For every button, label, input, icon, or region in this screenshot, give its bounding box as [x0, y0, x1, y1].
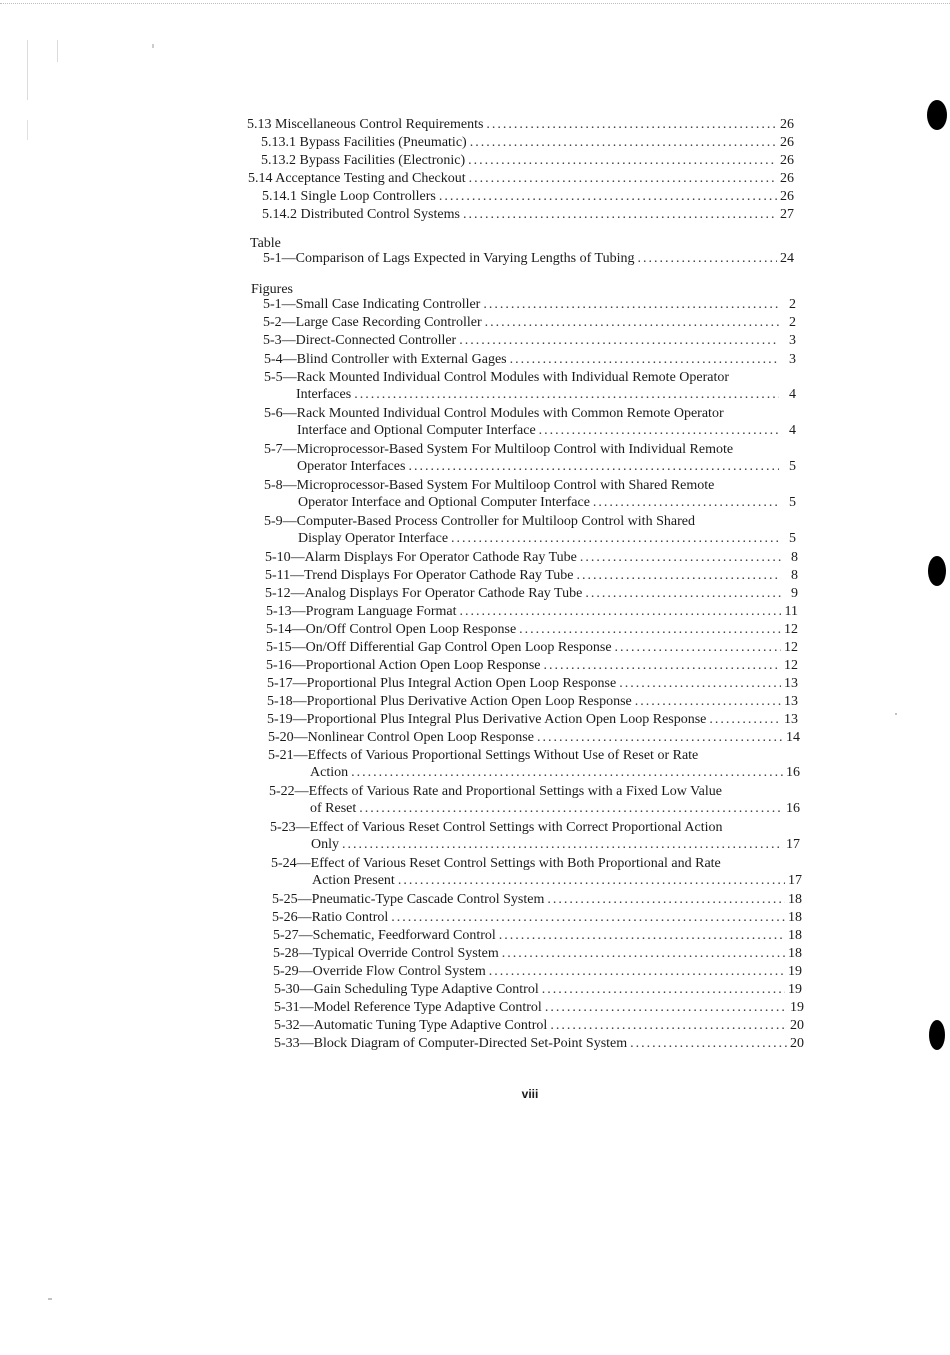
toc-figure-entry-continued-page: 4: [789, 423, 796, 438]
scan-top-edge: [0, 3, 950, 5]
toc-figure-entry-continued-label: Operator Interface and Optional Computer Interface: [298, 495, 590, 510]
dot-leader: [635, 693, 781, 711]
toc-figure-entry-page: 8: [791, 550, 798, 565]
dot-leader: [359, 800, 783, 818]
toc-figure-entry-label: 5-33—Block Diagram of Computer-Directed Set-Point System: [274, 1036, 628, 1051]
toc-figure-entry-label: 5-19—Proportional Plus Integral Plus Derivative Action Open Loop Response: [267, 712, 707, 727]
dot-leader: [354, 386, 779, 404]
toc-figure-entry-continued: [298, 530, 796, 548]
dot-leader: [510, 351, 779, 369]
toc-figure-entry-label: 5-10—Alarm Displays For Operator Cathode Ray Tube: [265, 550, 577, 565]
toc-figure-entry-page: 13: [784, 712, 798, 727]
toc-figure-entry: [266, 639, 798, 657]
toc-section-entry: [261, 152, 794, 170]
toc-figure-entry: 5-22—Effects of Various Rate and Proportional Settings with a Fixed Low Value: [269, 784, 722, 799]
dot-leader: [408, 458, 779, 476]
binder-hole-icon: [928, 556, 946, 586]
dot-leader: [485, 314, 779, 332]
dot-leader: [470, 134, 777, 152]
scan-artifact: [57, 40, 58, 62]
dot-leader: [544, 657, 781, 675]
toc-figure-entry-page: 9: [791, 586, 798, 601]
toc-figure-entry: [274, 981, 802, 999]
toc-section-entry-label: 5.13.2 Bypass Facilities (Electronic): [261, 153, 466, 168]
toc-figure-entry-label: 5-1—Small Case Indicating Controller: [263, 297, 481, 312]
scan-artifact: [152, 44, 154, 48]
toc-figure-entry-continued-page: 16: [786, 765, 800, 780]
toc-figure-entry-page: 13: [784, 676, 798, 691]
toc-section-entry-page: 26: [780, 153, 794, 168]
toc-figure-entry-continued: [312, 872, 802, 890]
toc-figure-entry-label: 5-17—Proportional Plus Integral Action Open Loop Response: [267, 676, 617, 691]
toc-figure-entry: [264, 351, 796, 369]
toc-figure-entry-label: 5-28—Typical Override Control System: [273, 946, 499, 961]
toc-section-entry-page: 27: [780, 207, 794, 222]
toc-figure-entry: [265, 549, 798, 567]
dot-leader: [619, 675, 781, 693]
toc-section-entry: [261, 134, 794, 152]
toc-section-entry-page: 26: [780, 171, 794, 186]
dot-leader: [499, 927, 785, 945]
toc-figure-entry: 5-21—Effects of Various Proportional Settings Without Use of Reset or Rate: [268, 748, 699, 763]
toc-figure-entry-page: 12: [784, 658, 798, 673]
toc-figure-entry-continued-page: 5: [789, 531, 796, 546]
toc-section-entry: [262, 206, 794, 224]
toc-figure-entry: 5-24—Effect of Various Reset Control Settings with Both Proportional and Rate: [271, 856, 721, 871]
toc-section-entry-label: 5.14.2 Distributed Control Systems: [262, 207, 460, 222]
toc-figure-entry-continued-label: Interfaces: [296, 387, 352, 402]
toc-figure-entry-label: 5-31—Model Reference Type Adaptive Control: [274, 1000, 542, 1015]
toc-section-entry-page: 26: [780, 117, 794, 132]
dot-leader: [451, 530, 779, 548]
toc-section-entry-label: 5.13 Miscellaneous Control Requirements: [247, 117, 484, 132]
dot-leader: [519, 621, 781, 639]
toc-section-entry-label: 5.14.1 Single Loop Controllers: [262, 189, 436, 204]
toc-section-entry: [262, 188, 794, 206]
toc-section-entry: [247, 116, 794, 134]
toc-figure-entry: [266, 621, 798, 639]
dot-leader: [638, 250, 778, 268]
dot-leader: [593, 494, 779, 512]
toc-figure-entry-continued-label: Operator Interfaces: [297, 459, 406, 474]
dot-leader: [709, 711, 781, 729]
dot-leader: [391, 909, 785, 927]
toc-figure-entry-page: 12: [784, 640, 798, 655]
toc-figure-entry-label: 5-12—Analog Displays For Operator Cathode Ray Tube: [265, 586, 583, 601]
toc-figure-entry-page: 13: [784, 694, 798, 709]
toc-figure-entry-page: 20: [790, 1018, 804, 1033]
toc-figure-entry-continued: [297, 422, 796, 440]
toc-figure-entry-continued-label: Only: [311, 837, 339, 852]
toc-figure-entry: [274, 999, 804, 1017]
toc-figure-entry-label: 5-26—Ratio Control: [272, 910, 389, 925]
dot-leader: [545, 999, 787, 1017]
toc-figure-entry-page: 8: [791, 568, 798, 583]
toc-figure-entry-page: 12: [784, 622, 798, 637]
toc-figure-entry: 5-6—Rack Mounted Individual Control Modules with Common Remote Operator: [264, 406, 724, 421]
toc-figure-entry: [265, 567, 798, 585]
figures-heading: Figures: [251, 282, 293, 297]
toc-figure-entry-label: 5-11—Trend Displays For Operator Cathode Ray Tube: [265, 568, 574, 583]
dot-leader: [486, 116, 777, 134]
scan-artifact: [27, 40, 28, 100]
toc-figure-entry-continued-page: 17: [786, 837, 800, 852]
binder-hole-icon: [927, 100, 947, 130]
toc-figure-entry-label: 5-16—Proportional Action Open Loop Response: [266, 658, 541, 673]
toc-figure-entry-continued: [296, 386, 796, 404]
toc-figure-entry: [263, 332, 796, 350]
toc-figure-entry: 5-5—Rack Mounted Individual Control Modules with Individual Remote Operator: [264, 370, 730, 385]
toc-figure-entry-continued-page: 16: [786, 801, 800, 816]
toc-figure-entry: [273, 927, 802, 945]
toc-figure-entry: 5-9—Computer-Based Process Controller for Multiloop Control with Shared: [264, 514, 695, 529]
toc-figure-entry-page: 20: [790, 1036, 804, 1051]
toc-figure-entry-page: 18: [788, 946, 802, 961]
toc-figure-entry-page: 19: [788, 982, 802, 997]
scan-artifact: [27, 120, 28, 140]
dot-leader: [489, 963, 785, 981]
dot-leader: [483, 296, 779, 314]
dot-leader: [439, 188, 777, 206]
toc-figure-entry-continued: [297, 458, 796, 476]
toc-table-entry-page: 24: [780, 251, 794, 266]
dot-leader: [463, 206, 777, 224]
toc-table-entry-label: 5-1—Comparison of Lags Expected in Varying Lengths of Tubing: [263, 251, 635, 266]
dot-leader: [459, 332, 779, 350]
toc-figure-entry: [274, 1035, 804, 1053]
toc-figure-entry-continued-page: 4: [789, 387, 796, 402]
dot-leader: [539, 422, 779, 440]
toc-figure-entry-page: 19: [788, 964, 802, 979]
toc-figure-entry-label: 5-3—Direct-Connected Controller: [263, 333, 457, 348]
dot-leader: [577, 567, 781, 585]
toc-section-entry-label: 5.13.1 Bypass Facilities (Pneumatic): [261, 135, 467, 150]
toc-figure-entry: [274, 1017, 804, 1035]
toc-figure-entry: [273, 963, 802, 981]
dot-leader: [502, 945, 785, 963]
toc-section-entry: [248, 170, 794, 188]
toc-section-entry-page: 26: [780, 189, 794, 204]
toc-figure-entry: [263, 296, 796, 314]
toc-figure-entry-continued-page: 5: [789, 495, 796, 510]
toc-figure-entry-continued-page: 17: [788, 873, 802, 888]
toc-figure-entry-continued-label: Display Operator Interface: [298, 531, 449, 546]
toc-figure-entry-continued-page: 5: [789, 459, 796, 474]
toc-figure-entry-page: 14: [786, 730, 800, 745]
toc-figure-entry: [267, 711, 798, 729]
toc-figure-entry: 5-8—Microprocessor-Based System For Multiloop Control with Shared Remote: [264, 478, 715, 493]
toc-figure-entry: [273, 945, 802, 963]
toc-section-entry-page: 26: [780, 135, 794, 150]
toc-figure-entry-label: 5-27—Schematic, Feedforward Control: [273, 928, 496, 943]
toc-table-entry: [263, 250, 794, 268]
toc-figure-entry-page: 18: [788, 892, 802, 907]
toc-figure-entry-continued: [310, 800, 800, 818]
toc-figure-entry: 5-7—Microprocessor-Based System For Multiloop Control with Individual Remote: [264, 442, 734, 457]
toc-section-entry-label: 5.14 Acceptance Testing and Checkout: [248, 171, 466, 186]
toc-figure-entry: [263, 314, 796, 332]
dot-leader: [580, 549, 781, 567]
toc-figure-entry-continued-label: Interface and Optional Computer Interface: [297, 423, 536, 438]
toc-figure-entry: [267, 675, 798, 693]
table-heading: Table: [250, 236, 281, 251]
scan-artifact: [48, 1298, 52, 1300]
dot-leader: [630, 1035, 787, 1053]
dot-leader: [351, 764, 783, 782]
toc-figure-entry: [272, 891, 802, 909]
toc-figure-entry-page: 2: [789, 315, 796, 330]
toc-figure-entry-continued-label: Action: [310, 765, 349, 780]
toc-figure-entry-page: 18: [788, 928, 802, 943]
toc-figure-entry: [266, 657, 798, 675]
toc-figure-entry-label: 5-18—Proportional Plus Derivative Action Open Loop Response: [267, 694, 632, 709]
toc-figure-entry-label: 5-13—Program Language Format: [266, 604, 457, 619]
dot-leader: [398, 872, 785, 890]
page-number: viii: [521, 1087, 539, 1101]
toc-figure-entry-label: 5-2—Large Case Recording Controller: [263, 315, 482, 330]
toc-figure-entry-page: 11: [784, 604, 798, 619]
dot-leader: [542, 981, 785, 999]
dot-leader: [585, 585, 781, 603]
toc-figure-entry-continued-label: of Reset: [310, 801, 357, 816]
dot-leader: [547, 891, 785, 909]
toc-figure-entry: [272, 909, 802, 927]
toc-figure-entry-label: 5-14—On/Off Control Open Loop Response: [266, 622, 517, 637]
dot-leader: [550, 1017, 787, 1035]
toc-figure-entry-page: 2: [789, 297, 796, 312]
toc-figure-entry-page: 19: [790, 1000, 804, 1015]
toc-figure-entry: [267, 693, 798, 711]
scan-artifact: [895, 713, 897, 715]
toc-figure-entry-continued: [298, 494, 796, 512]
toc-figure-entry-label: 5-25—Pneumatic-Type Cascade Control System: [272, 892, 545, 907]
toc-figure-entry: [266, 603, 798, 621]
toc-figure-entry-page: 3: [789, 352, 796, 367]
toc-figure-entry-label: 5-15—On/Off Differential Gap Control Open Loop Response: [266, 640, 612, 655]
toc-figure-entry-continued: [310, 764, 800, 782]
toc-figure-entry-label: 5-30—Gain Scheduling Type Adaptive Control: [274, 982, 539, 997]
toc-figure-entry-label: 5-29—Override Flow Control System: [273, 964, 486, 979]
dot-leader: [460, 603, 781, 621]
toc-figure-entry-continued: [311, 836, 800, 854]
dot-leader: [615, 639, 781, 657]
toc-figure-entry: [268, 729, 800, 747]
toc-figure-entry: 5-23—Effect of Various Reset Control Settings with Correct Proportional Action: [270, 820, 723, 835]
toc-figure-entry-page: 18: [788, 910, 802, 925]
toc-figure-entry-label: 5-20—Nonlinear Control Open Loop Response: [268, 730, 534, 745]
toc-figure-entry-page: 3: [789, 333, 796, 348]
dot-leader: [468, 152, 777, 170]
toc-figure-entry: [265, 585, 798, 603]
toc-figure-entry-continued-label: Action Present: [312, 873, 395, 888]
dot-leader: [537, 729, 783, 747]
binder-hole-icon: [929, 1020, 945, 1050]
dot-leader: [469, 170, 777, 188]
toc-figure-entry-label: 5-32—Automatic Tuning Type Adaptive Control: [274, 1018, 548, 1033]
toc-figure-entry-label: 5-4—Blind Controller with External Gages: [264, 352, 507, 367]
dot-leader: [342, 836, 783, 854]
